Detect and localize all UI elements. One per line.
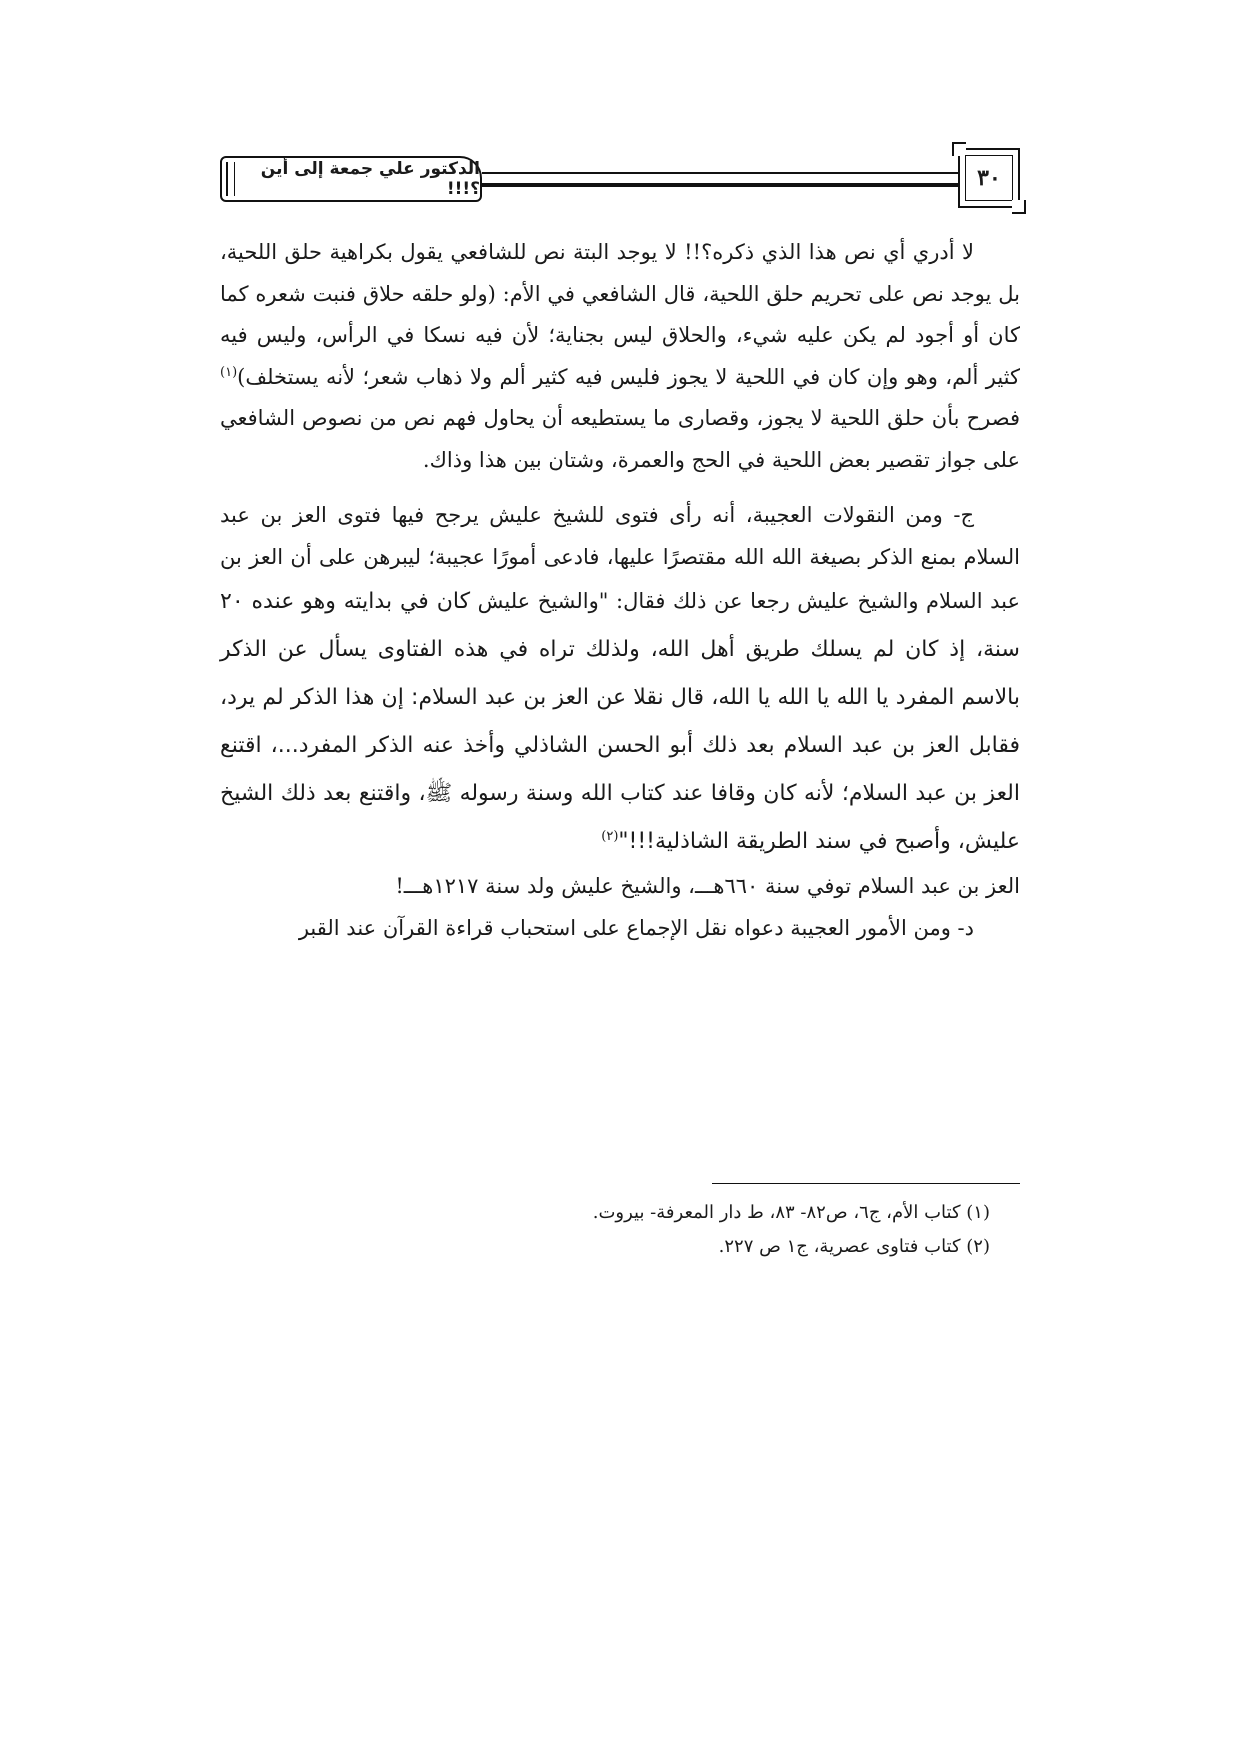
paragraph-1-text-a: لا أدري أي نص هذا الذي ذكره؟!! لا يوجد البتة نص للشافعي يقول بكراهية حلق اللحية، بل يوجد نص على تحريم حلق اللحية، قال الشافعي في الأم: (ولو حلقه حلاق فنبت شعره كما كان أو أجود لم يكن عليه شيء، والحلاق ليس بجناية؛ لأن فيه نسكا في الرأس، وليس فيه كثير ألم، وهو وإن كان في اللحية لا يجوز فليس فيه كثير ألم ولا ذهاب شعر؛ لأنه يستخلف) <box>220 240 1020 389</box>
paragraph-4: د- ومن الأمور العجيبة دعواه نقل الإجماع على استحباب قراءة القرآن عند القبر <box>298 915 974 940</box>
footnote-1: (١) كتاب الأم، ج٦، ص٨٢- ٨٣، ط دار المعرفة- بيروت. <box>592 1202 990 1223</box>
running-title: الدكتور علي جمعة إلى أين ؟!!! <box>260 159 480 199</box>
paragraph-1 <box>220 232 1020 481</box>
paragraph-2 <box>220 495 1020 866</box>
footnote-separator <box>712 1183 1020 1184</box>
paragraph-1-text-b: فصرح بأن حلق اللحية لا يجوز، وقصارى ما يستطيعه أن يحاول فهم نص من نصوص الشافعي على جواز تقصير بعض اللحية في الحج والعمرة، وشتان بين هذا وذاك. <box>220 406 1020 472</box>
page-number: ٣٠ <box>977 165 1001 191</box>
paragraph-3: العز بن عبد السلام توفي سنة ٦٦٠هـــ، والشيخ عليش ولد سنة ١٢١٧هـــ! <box>395 874 1020 898</box>
header-rule <box>482 172 960 187</box>
paragraph-2-text: ج- ومن النقولات العجيبة، أنه رأى فتوى للشيخ عليش يرجح فيها فتوى العز بن عبد السلام بمنع الذكر بصيغة الله الله مقتصرًا عليها، فادعى أمورًا عجيبة؛ ليبرهن على أن العز بن عبد السلام والشيخ عليش رجعا عن ذلك فقال: "والشيخ عليش <box>220 503 1020 613</box>
footnotes <box>220 1196 990 1264</box>
quoted-text: كان في بدايته وهو عنده ٢٠ سنة، إذ كان لم يسلك طريق أهل الله، ولذلك تراه في هذه الفتاوى يسأل عن الذكر بالاسم المفرد يا الله يا الله يا الله، قال نقلا عن العز بن عبد السلام: إن هذا الذكر لم يرد، فقابل العز بن عبد السلام بعد ذلك أبو الحسن الشاذلي وأخذ عنه الذكر المفرد...، اقتنع العز بن عبد السلام؛ لأنه كان وقافا عند كتاب الله وسنة رسوله ﷺ، واقتنع بعد ذلك الشيخ عليش، وأصبح في سند الطريقة الشاذلية!!!" <box>220 589 1020 854</box>
main-text <box>220 232 1020 949</box>
footnote-ref-2: (٢) <box>601 829 619 844</box>
footnote-ref-1: (١) <box>220 364 238 380</box>
page-header <box>220 148 1020 210</box>
page-number-box <box>958 148 1020 208</box>
footnote-2: (٢) كتاب فتاوى عصرية، ج١ ص ٢٢٧. <box>718 1236 990 1257</box>
running-title-box <box>220 156 482 202</box>
